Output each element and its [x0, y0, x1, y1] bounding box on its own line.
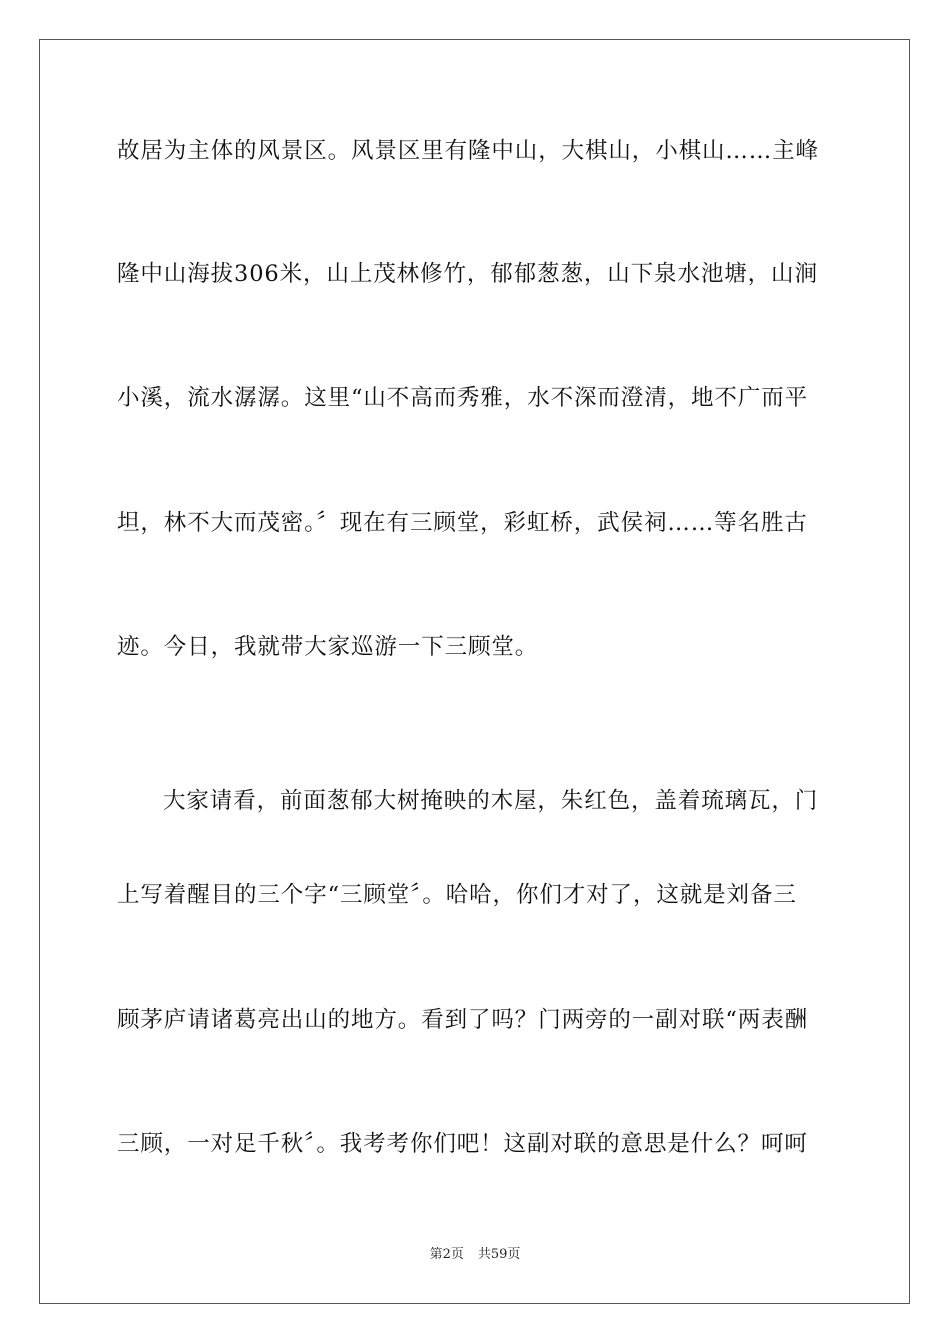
text-line: 大家请看，前面葱郁大树掩映的木屋，朱红色，盖着琉璃瓦，门: [163, 788, 819, 814]
text-line: 顾茅庐请诸葛亮出山的地方。看到了吗？门两旁的一副对联“两表酬: [117, 1007, 809, 1033]
text-line: 小溪，流水潺潺。这里“山不高而秀雅，水不深而澄清，地不广而平: [117, 385, 809, 411]
text-line: 迹。今日，我就带大家巡游一下三顾堂。: [117, 634, 539, 660]
page-border: [39, 39, 910, 1304]
page-footer: [0, 1246, 950, 1264]
text-line: 隆中山海拔306米，山上茂林修竹，郁郁葱葱，山下泉水池塘，山涧: [117, 261, 818, 287]
page-total: 共59页: [477, 1247, 521, 1262]
text-line: 故居为主体的风景区。风景区里有隆中山，大棋山，小棋山……主峰: [117, 138, 820, 164]
text-line: 三顾，一对足千秋〞。我考考你们吧！这副对联的意思是什么？呵呵: [117, 1131, 808, 1157]
text-line: 上写着醒目的三个字“三顾堂〞。哈哈，你们才对了，这就是刘备三: [117, 882, 797, 908]
page-number: 第2页: [429, 1247, 464, 1262]
text-line: 坦，林不大而茂密。〞现在有三顾堂，彩虹桥，武侯祠……等名胜古: [117, 510, 808, 536]
